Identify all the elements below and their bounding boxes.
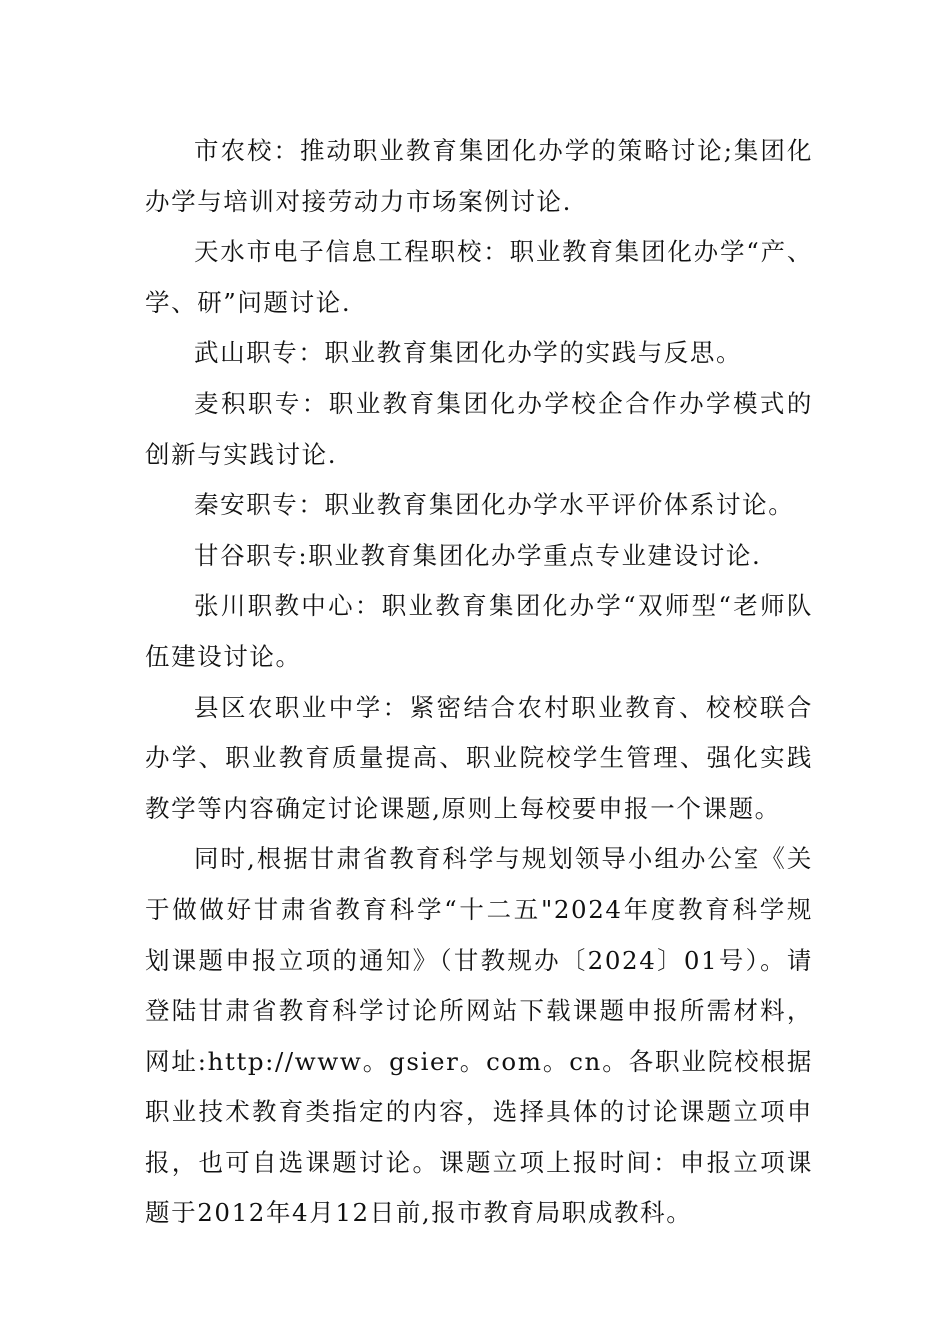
paragraph-xianqu-zhongxue: 县区农职业中学：紧密结合农村职业教育、校校联合办学、职业教育质量提高、职业院校学生管理、强化实践教学等内容确定讨论课题,原则上每校要申报一个课题。 — [145, 692, 813, 823]
paragraph-tongshi-shenbao: 同时,根据甘肃省教育科学与规划领导小组办公室《关于做做好甘肃省教育科学“十二五"2024年度教育科学规划课题申报立项的通知》（甘教规办〔2024〕01号）。请登陆甘肃省教育科学讨论所网站下载课题申报所需材料，网址:http://www。gsier。com。cn。各职业院校根据职业技术教育类指定的内容，选择具体的讨论课题立项申报，也可自选课题讨论。课题立项上报时间：申报立项课题于2012年4月12日前,报市教育局职成教科。 — [145, 844, 813, 1228]
document-body — [145, 126, 813, 1239]
paragraph-qinan-zhizhuan: 秦安职专：职业教育集团化办学水平评价体系讨论。 — [194, 490, 795, 520]
paragraph-tianshui-dianzi: 天水市电子信息工程职校：职业教育集团化办学“产、学、研”问题讨论. — [145, 237, 813, 317]
paragraph-zhangchuan-zhijiao: 张川职教中心：职业教育集团化办学“双师型“老师队伍建设讨论。 — [145, 591, 813, 671]
paragraph-gangu-zhizhuan: 甘谷职专:职业教育集团化办学重点专业建设讨论. — [194, 540, 762, 570]
paragraph-wushan-zhizhuan: 武山职专：职业教育集团化办学的实践与反思。 — [194, 338, 743, 368]
paragraph-maiji-zhizhuan: 麦积职专：职业教育集团化办学校企合作办学模式的创新与实践讨论. — [145, 388, 813, 469]
paragraph-shi-nongxiao: 市农校：推动职业教育集团化办学的策略讨论;集团化办学与培训对接劳动力市场案例讨论. — [145, 136, 813, 216]
